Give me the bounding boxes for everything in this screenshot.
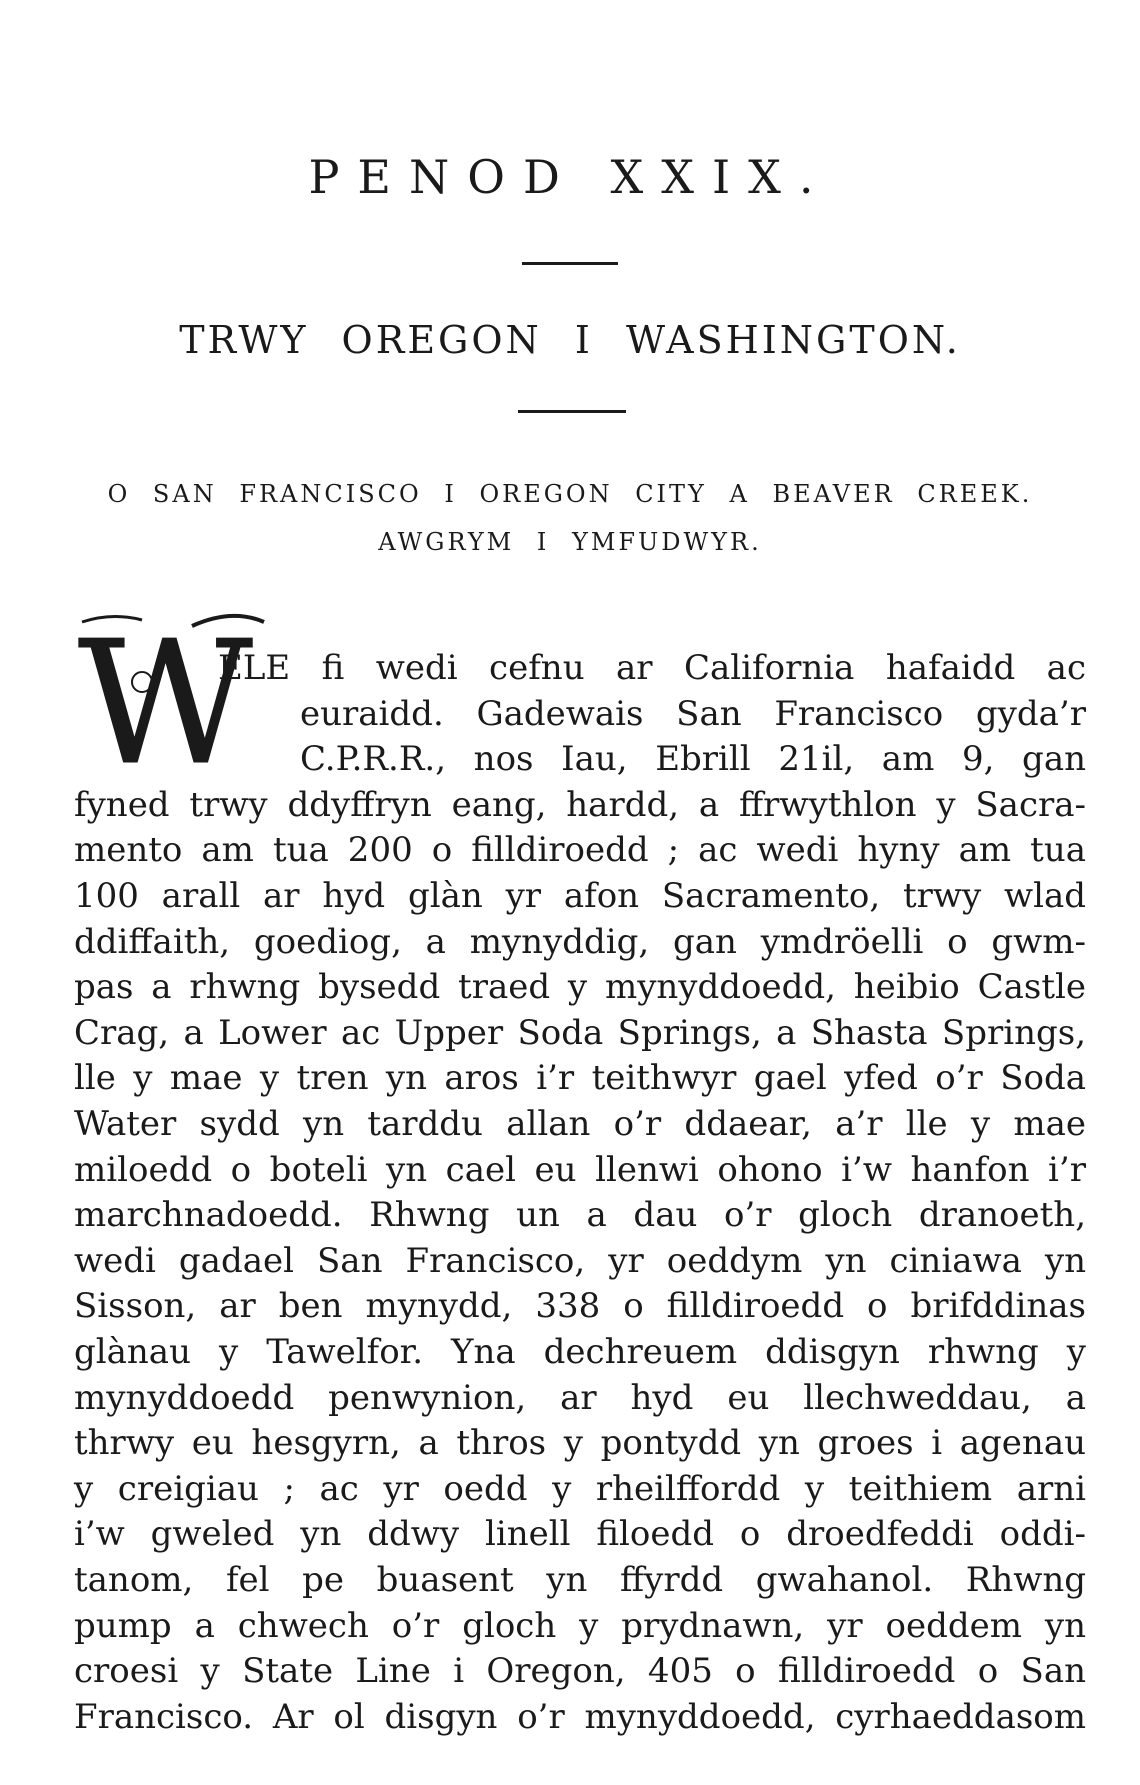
heading-rule bbox=[518, 410, 626, 413]
text-line: i’w gweled yn ddwy linell filoedd o droedfeddi oddi- bbox=[74, 1514, 1086, 1555]
text-line: ddiffaith, goediog, a mynyddig, gan ymdröelli o gwm- bbox=[74, 921, 1086, 962]
text-line: pump a chwech o’r gloch y prydnawn, yr oeddem yn bbox=[74, 1605, 1086, 1646]
chapter-title: TRWY OREGON I WASHINGTON. bbox=[179, 318, 961, 362]
text-line: 100 arall ar hyd glàn yr afon Sacramento, trwy wlad bbox=[74, 876, 1086, 916]
dropcap-w bbox=[72, 612, 272, 772]
text-line: Francisco. Ar ol disgyn o’r mynyddoedd, cyrhaeddasom bbox=[74, 1696, 1086, 1737]
text-line: marchnadoedd. Rhwng un a dau o’r gloch dranoeth, bbox=[74, 1195, 1086, 1236]
dropcap-letter: W bbox=[78, 612, 253, 772]
text-line: tanom, fel pe buasent yn ffyrdd gwahanol. Rhwng bbox=[74, 1560, 1086, 1600]
text-line: mento am tua 200 o filldiroedd ; ac wedi hyny am tua bbox=[74, 830, 1086, 871]
text-line: Sisson, ar ben mynydd, 338 o filldiroedd o brifddinas bbox=[74, 1286, 1086, 1327]
text-line: wedi gadael San Francisco, yr oeddym yn ciniawa yn bbox=[74, 1240, 1086, 1281]
text-line: thrwy eu hesgyrn, a thros y pontydd yn groes i agenau bbox=[74, 1423, 1086, 1464]
chapter-summary-second: AWGRYM I YMFUDWYR. bbox=[378, 528, 762, 556]
text-line: C.P.R.R., nos Iau, Ebrill 21il, am 9, gan bbox=[300, 739, 1086, 780]
heading-rule-short bbox=[522, 262, 618, 265]
chapter-heading: PENOD XXIX. bbox=[308, 150, 832, 204]
text-line: glànau y Tawelfor. Yna dechreuem ddisgyn rhwng y bbox=[74, 1332, 1086, 1372]
text-line: euraidd. Gadewais San Francisco gyda’r bbox=[300, 693, 1086, 734]
text-line: lle y mae y tren yn aros i’r teithwyr gael yfed o’r Soda bbox=[74, 1058, 1086, 1099]
text-line: Water sydd yn tarddu allan o’r ddaear, a’r lle y mae bbox=[74, 1104, 1086, 1144]
text-line: pas a rhwng bysedd traed y mynyddoedd, heibio Castle bbox=[74, 967, 1086, 1008]
text-line: miloedd o boteli yn cael eu llenwi ohono i’w hanfon i’r bbox=[74, 1149, 1086, 1190]
chapter-summary: O SAN FRANCISCO I OREGON CITY A BEAVER CREEK. bbox=[107, 480, 1033, 508]
text-line: Crag, a Lower ac Upper Soda Springs, a Shasta Springs, bbox=[74, 1012, 1086, 1053]
text-line: mynyddoedd penwynion, ar hyd eu llechweddau, a bbox=[74, 1377, 1086, 1418]
text-line: croesi y State Line i Oregon, 405 o filldiroedd o San bbox=[74, 1651, 1086, 1692]
text-line: y creigiau ; ac yr oedd y rheilffordd y teithiem arni bbox=[74, 1468, 1086, 1509]
text-line: ELE fi wedi cefnu ar California hafaidd ac bbox=[218, 648, 1086, 688]
text-line: fyned trwy ddyffryn eang, hardd, a ffrwythlon y Sacra- bbox=[74, 784, 1086, 825]
